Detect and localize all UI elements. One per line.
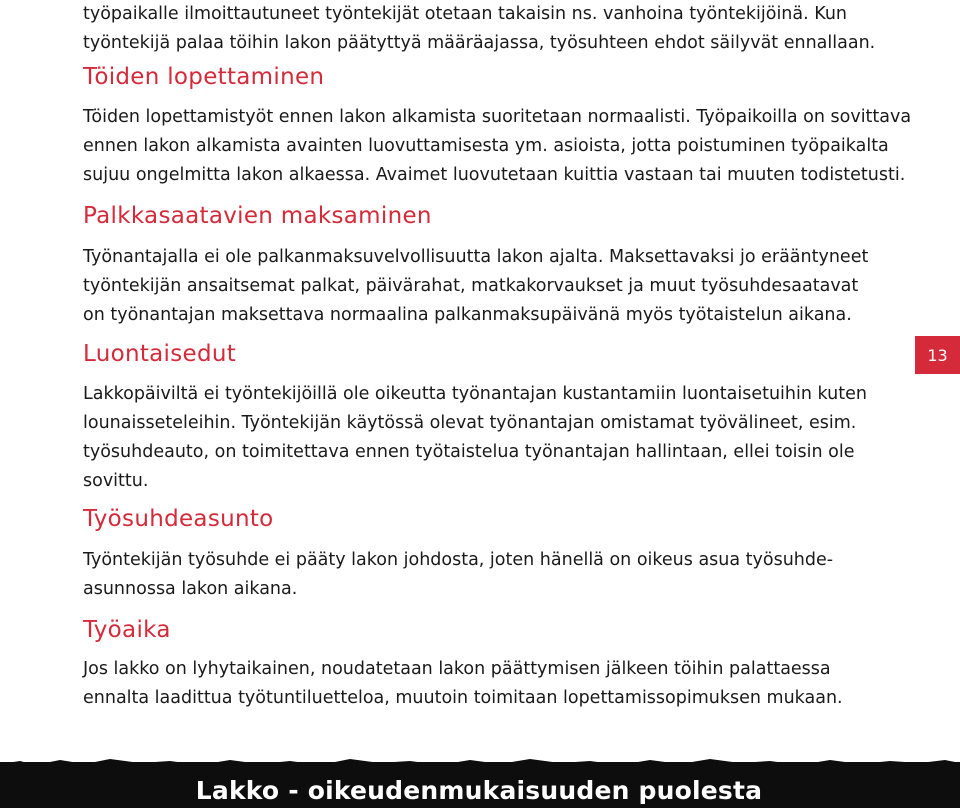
paragraph-line: ennalta laadittua työtuntiluetteloa, muutoin toimitaan lopettamissopimuksen mukaan. [83, 688, 843, 708]
section-paragraph-tyosuhdeasunto [83, 546, 833, 604]
footer-title-text: Lakko - oikeudenmukaisuuden puolesta [195, 776, 763, 805]
paragraph-line: asunnossa lakon aikana. [83, 579, 298, 599]
paragraph-line: Työntekijän työsuhde ei pääty lakon johdosta, joten hänellä on oikeus asua työsuhde- [83, 550, 834, 570]
section-heading-toiden-lopettaminen: Töiden lopettaminen [83, 64, 325, 90]
paragraph-line: työntekijä palaa töihin lakon päätyttyä määräajassa, työsuhteen ehdot säilyvät ennallaan. [83, 33, 876, 53]
paragraph-line: Töiden lopettamistyöt ennen lakon alkamista suoritetaan normaalisti. Työpaikoilla on sovittava [83, 107, 912, 127]
paragraph-line: sujuu ongelmitta lakon alkaessa. Avaimet luovutetaan kuittia vastaan tai muuten todistetusti. [83, 165, 906, 185]
paragraph-line: on työnantajan maksettava normaalina palkanmaksupäivänä myös työtaistelun aikana. [83, 305, 852, 325]
footer-title [0, 776, 960, 805]
section-heading-luontaisedut: Luontaisedut [83, 341, 237, 367]
paragraph-line: Työnantajalla ei ole palkanmaksuvelvollisuutta lakon ajalta. Maksettavaksi jo erääntyneet [83, 247, 869, 267]
paragraph-line: työntekijän ansaitsemat palkat, päivärahat, matkakorvaukset ja muut työsuhdesaatavat [83, 276, 859, 296]
paragraph-line: työsuhdeauto, on toimitettava ennen työtaistelua työnantajan hallintaan, ellei toisin ole [83, 442, 855, 462]
intro-paragraph [83, 0, 875, 58]
section-heading-palkkasaatavien-maksaminen: Palkkasaatavien maksaminen [83, 203, 432, 229]
paragraph-line: lounaisseteleihin. Työntekijän käytössä olevat työnantajan omistamat työvälineet, esim. [83, 413, 857, 433]
paragraph-line: ennen lakon alkamista avainten luovuttamisesta ym. asioista, jotta poistuminen työpaikalta [83, 136, 889, 156]
section-paragraph-luontaisedut [83, 380, 867, 496]
paragraph-line: työpaikalle ilmoittautuneet työntekijät otetaan takaisin ns. vanhoina työntekijöinä. Kun [83, 4, 848, 24]
section-paragraph-toiden-lopettaminen [83, 103, 911, 190]
paragraph-line: sovittu. [83, 471, 149, 491]
section-paragraph-tyoaika [83, 655, 843, 713]
paragraph-line: Lakkopäiviltä ei työntekijöillä ole oikeutta työnantajan kustantamiin luontaisetuihin kuten [83, 384, 867, 404]
paragraph-line: Jos lakko on lyhytaikainen, noudatetaan lakon päättymisen jälkeen töihin palattaessa [83, 659, 831, 679]
section-heading-tyosuhdeasunto: Työsuhdeasunto [83, 506, 274, 532]
section-paragraph-palkkasaatavien-maksaminen [83, 243, 868, 330]
section-heading-tyoaika: Työaika [83, 617, 171, 643]
page-number-badge: 13 [915, 336, 960, 374]
